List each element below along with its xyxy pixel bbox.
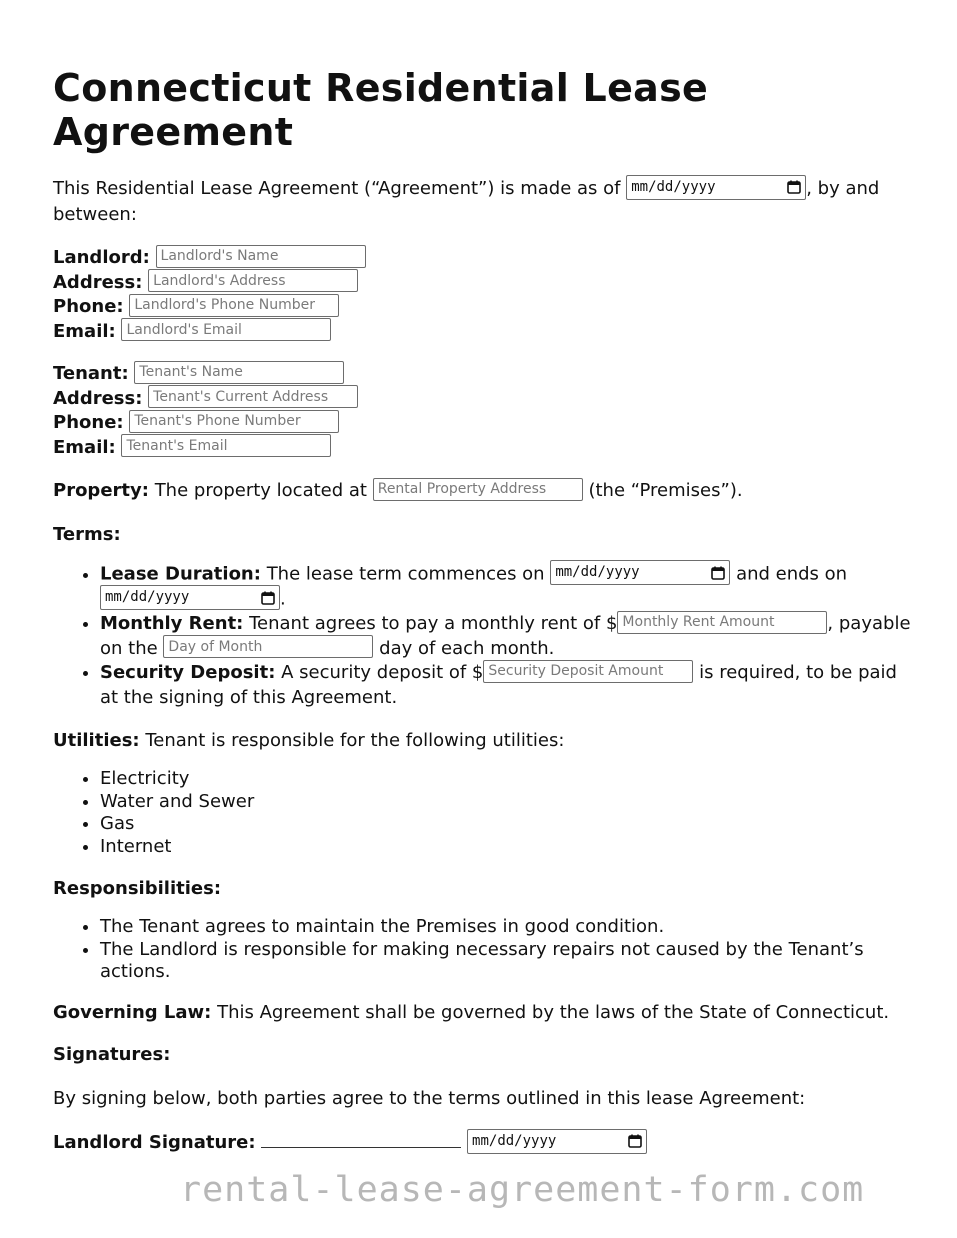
tenant-address-label: Address: xyxy=(53,387,143,409)
rent-day-input[interactable] xyxy=(163,635,373,658)
terms-list xyxy=(53,562,913,710)
date-placeholder: mm/dd/yyyy xyxy=(631,179,716,195)
watermark: rental-lease-agreement-form.com xyxy=(180,1170,865,1210)
landlord-label: Landlord: xyxy=(53,247,150,268)
landlord-signature-label: Landlord Signature: xyxy=(53,1132,256,1153)
utilities-paragraph xyxy=(53,728,913,754)
property-label: Property: xyxy=(53,480,149,501)
monthly-rent-input[interactable] xyxy=(617,611,827,634)
lease-duration-label: Lease Duration: xyxy=(100,563,261,585)
tenant-email-input[interactable] xyxy=(121,434,331,457)
monthly-rent-text: Tenant agrees to pay a monthly rent of $ xyxy=(249,613,618,634)
page-title: Connecticut Residential Lease Agreement xyxy=(53,66,709,154)
lease-document xyxy=(53,66,913,1156)
intro-text-after: , by and between: xyxy=(53,178,880,225)
property-text-after: (the “Premises”). xyxy=(588,480,743,501)
utilities-list xyxy=(53,768,913,858)
landlord-name-input[interactable] xyxy=(156,245,366,268)
calendar-icon[interactable] xyxy=(261,591,275,605)
list-item: • The Tenant agrees to maintain the Premises in good condition. xyxy=(100,916,913,939)
landlord-phone-input[interactable] xyxy=(129,294,339,317)
landlord-signature-date-input[interactable] xyxy=(467,1129,647,1154)
security-deposit-input[interactable] xyxy=(483,660,693,683)
tenant-name-input[interactable] xyxy=(134,361,344,384)
list-item: • The Landlord is responsible for making necessary repairs not caused by the Tenant’s actions. xyxy=(100,939,913,984)
landlord-signature-row xyxy=(53,1130,913,1156)
monthly-rent-text-3: day of each month. xyxy=(379,637,555,659)
signatures-heading: Signatures: xyxy=(53,1044,171,1065)
intro-paragraph xyxy=(53,176,913,228)
property-paragraph xyxy=(53,478,913,504)
date-placeholder: mm/dd/yyyy xyxy=(105,589,190,606)
date-placeholder: mm/dd/yyyy xyxy=(472,1133,557,1149)
landlord-phone-label: Phone: xyxy=(53,296,124,317)
calendar-icon[interactable] xyxy=(711,566,725,580)
security-deposit-label: Security Deposit: xyxy=(100,662,276,683)
utilities-text: Tenant is responsible for the following utilities: xyxy=(145,730,565,751)
monthly-rent-text-2: payable on the xyxy=(100,613,911,659)
utilities-label: Utilities: xyxy=(53,730,140,751)
landlord-address-label: Address: xyxy=(53,271,143,293)
calendar-icon[interactable] xyxy=(787,180,801,194)
governing-law-label: Governing Law: xyxy=(53,1001,212,1023)
landlord-signature-line[interactable] xyxy=(261,1147,461,1148)
responsibilities-heading-row xyxy=(53,876,913,902)
tenant-section xyxy=(53,362,913,460)
terms-heading-row xyxy=(53,522,913,548)
date-placeholder: mm/dd/yyyy xyxy=(555,564,640,581)
security-deposit-text-2: is required, to be paid at the signing of this Agreement. xyxy=(100,662,897,708)
agreement-date-input[interactable] xyxy=(626,175,806,200)
list-item xyxy=(100,661,913,710)
landlord-section xyxy=(53,246,913,344)
monthly-rent-label: Monthly Rent: xyxy=(100,613,244,634)
governing-law-text: This Agreement shall be governed by the laws of the State of Connecticut. xyxy=(217,1001,890,1023)
list-item: • Gas xyxy=(100,813,913,836)
landlord-email-input[interactable] xyxy=(121,318,331,341)
property-text: The property located at xyxy=(154,480,367,501)
responsibilities-list xyxy=(53,916,913,984)
list-item: • Monthly Rent: Tenant agrees to pay a monthly rent of $Monthly Rent Amount , payable on the Day of Month day of each month. xyxy=(100,612,913,661)
landlord-email-label: Email: xyxy=(53,320,116,342)
signatures-heading-row xyxy=(53,1042,913,1068)
landlord-address-input[interactable] xyxy=(148,269,358,292)
signatures-text: By signing below, both parties agree to the terms outlined in this lease Agreement: xyxy=(53,1088,806,1109)
lease-start-date-input[interactable] xyxy=(550,560,730,585)
list-item: • Water and Sewer xyxy=(100,791,913,814)
tenant-email-label: Email: xyxy=(53,436,116,458)
responsibilities-heading: Responsibilities: xyxy=(53,878,222,899)
tenant-address-input[interactable] xyxy=(148,385,358,408)
intro-text: This Residential Lease Agreement (“Agreement”) is made as of xyxy=(53,178,621,199)
governing-law-paragraph xyxy=(53,1002,913,1025)
lease-duration-text: The lease term commences on xyxy=(266,563,545,585)
calendar-icon[interactable] xyxy=(628,1134,642,1148)
list-item: • Electricity xyxy=(100,768,913,791)
list-item: • Lease Duration: The lease term commences on mm/dd/yyyy and ends on mm/dd/yyyy . xyxy=(100,562,913,612)
terms-heading: Terms: xyxy=(53,524,121,545)
lease-end-date-input[interactable] xyxy=(100,585,280,610)
property-address-input[interactable] xyxy=(373,478,583,501)
tenant-label: Tenant: xyxy=(53,363,129,384)
lease-duration-text-2: and ends on xyxy=(736,563,848,585)
tenant-phone-label: Phone: xyxy=(53,412,124,433)
security-deposit-text: A security deposit of $ xyxy=(281,662,484,683)
list-item: • Internet xyxy=(100,836,913,859)
tenant-phone-input[interactable] xyxy=(129,410,339,433)
